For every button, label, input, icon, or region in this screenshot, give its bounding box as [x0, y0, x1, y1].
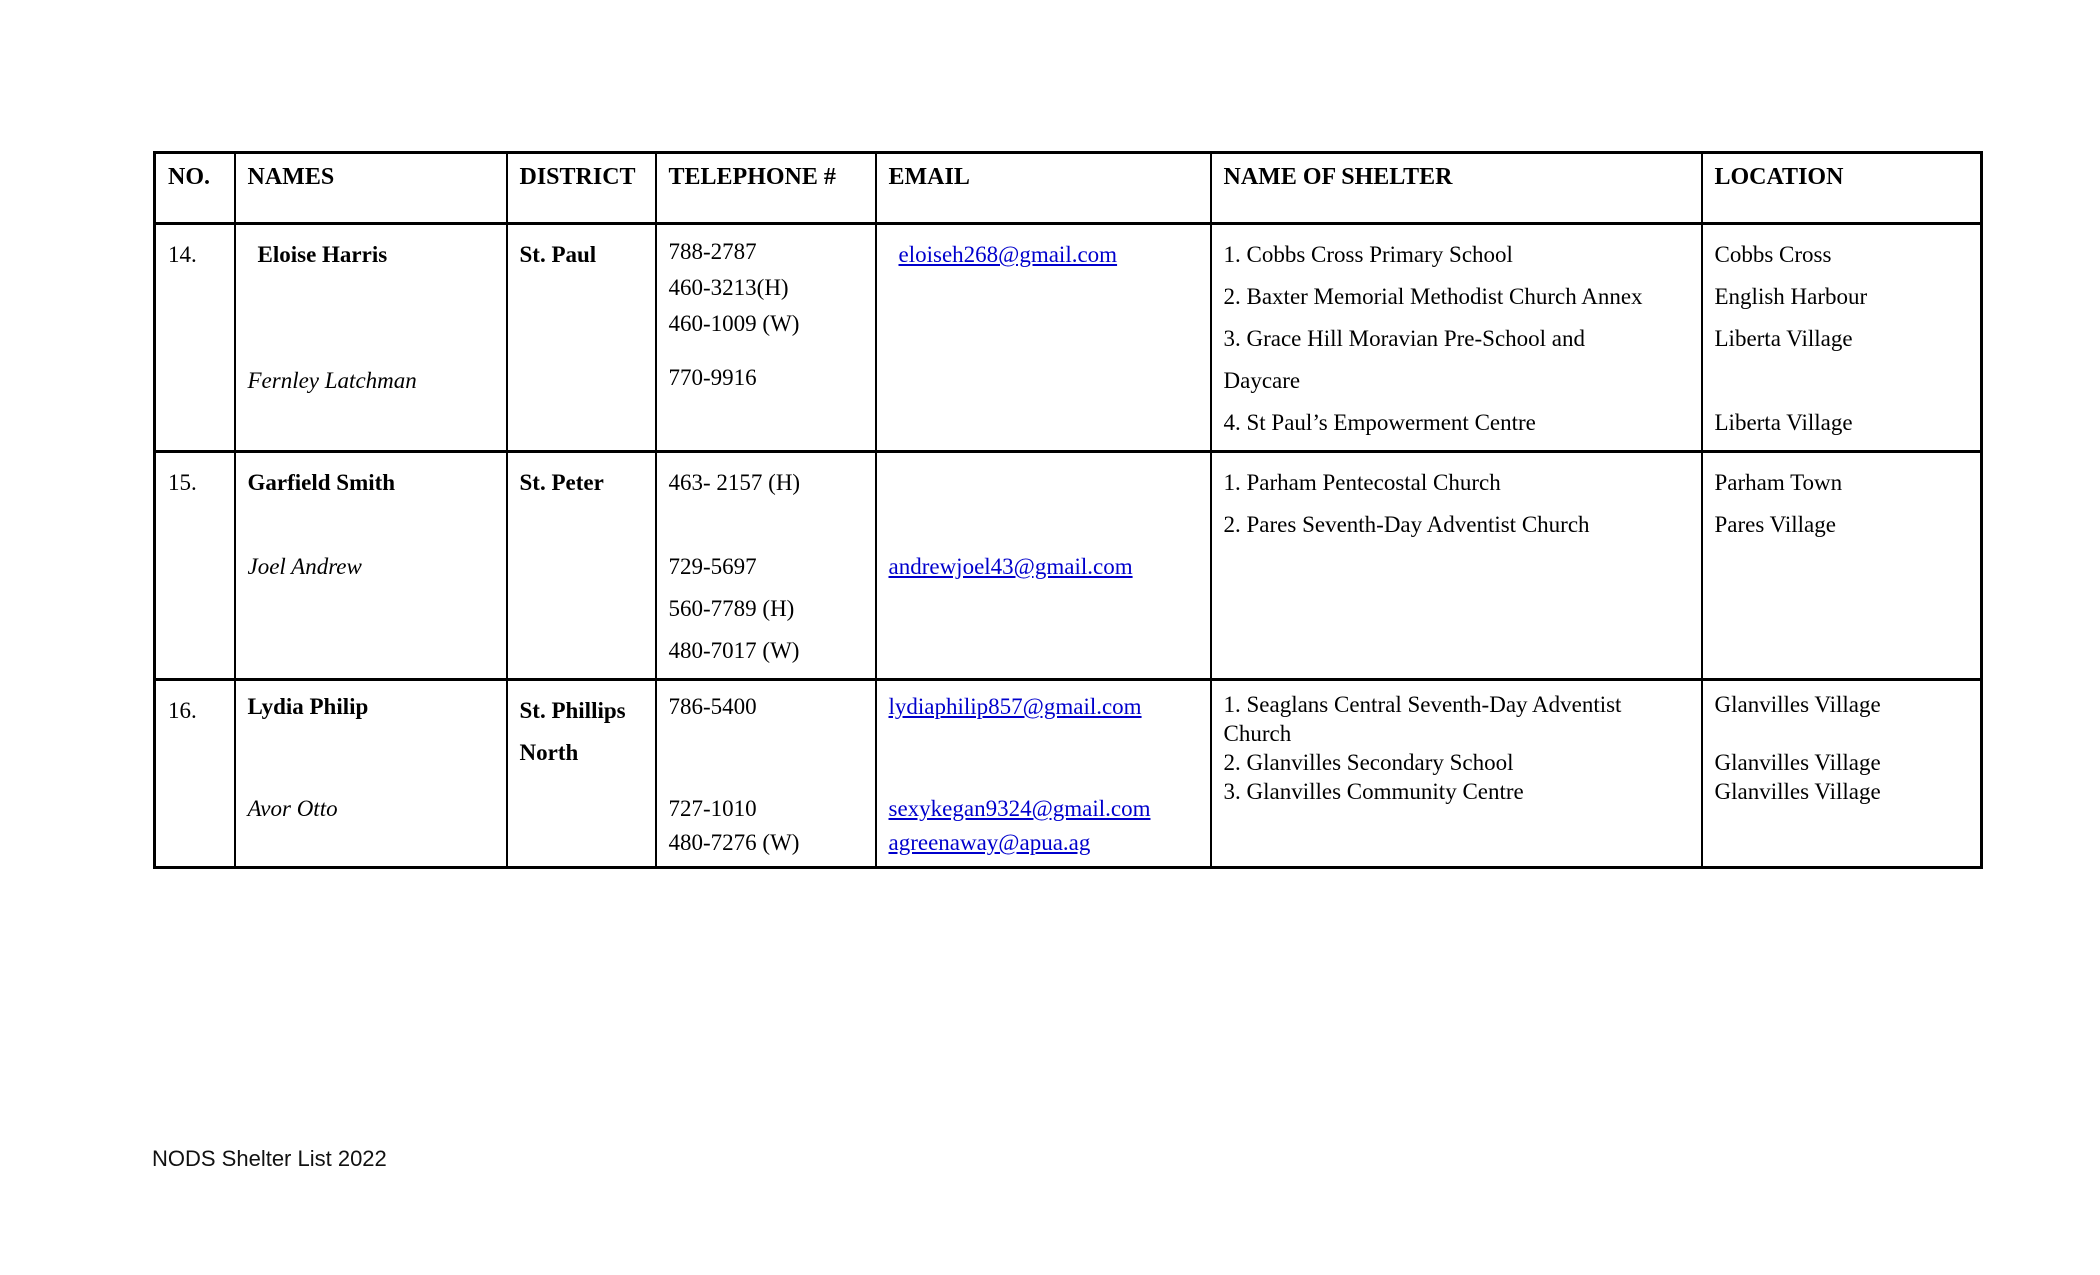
- cell-text: 463- 2157 (H): [668, 470, 801, 495]
- cell-no-15: [155, 452, 235, 680]
- table-row-16: [155, 680, 1982, 868]
- cell-text: [889, 762, 895, 787]
- footer-text: NODS Shelter List 2022: [152, 1146, 387, 1171]
- cell-text: Liberta Village: [1714, 410, 1853, 435]
- cell-text: North: [519, 740, 579, 765]
- cell-no-16: [155, 680, 235, 868]
- cell-text: Cobbs Cross: [1714, 242, 1832, 267]
- cell-text: Pares Village: [1714, 512, 1836, 537]
- cell-text: [669, 512, 675, 537]
- cell-text: 1. Parham Pentecostal Church: [1223, 470, 1501, 495]
- cell-text: 3. Glanvilles Community Centre: [1223, 779, 1524, 804]
- cell-text: 786-5400: [668, 694, 757, 719]
- table-row-15: [155, 452, 1982, 680]
- cell-text: 2. Glanvilles Secondary School: [1223, 750, 1514, 775]
- cell-shelter-14: [1211, 224, 1702, 452]
- email-link[interactable]: sexykegan9324@gmail.com: [888, 796, 1151, 821]
- cell-text: 3. Grace Hill Moravian Pre-School and: [1223, 326, 1586, 351]
- cell-names-16: [235, 680, 507, 868]
- cell-text: 1. Cobbs Cross Primary School: [1223, 242, 1513, 267]
- cell-text: [889, 470, 895, 495]
- email-link[interactable]: lydiaphilip857@gmail.com: [888, 694, 1142, 719]
- email-link[interactable]: andrewjoel43@gmail.com: [888, 554, 1133, 579]
- cell-district-16: [507, 680, 656, 868]
- cell-telephone-16: [656, 680, 876, 868]
- cell-text: 2. Baxter Memorial Methodist Church Annex: [1223, 284, 1643, 309]
- cell-text: Eloise Harris: [257, 242, 388, 267]
- column-header-location: LOCATION: [1702, 153, 1982, 224]
- header-row: [155, 153, 1982, 224]
- cell-text: [669, 762, 675, 787]
- cell-text: [669, 728, 675, 753]
- email-link[interactable]: eloiseh268@gmail.com: [898, 242, 1118, 267]
- cell-text: 480-7276 (W): [668, 830, 800, 855]
- cell-email-14: [876, 224, 1211, 452]
- cell-text: [889, 512, 895, 537]
- cell-text: Daycare: [1223, 368, 1301, 393]
- cell-text: Garfield Smith: [247, 470, 396, 495]
- cell-text: [1715, 368, 1721, 393]
- cell-text: [248, 762, 254, 787]
- column-header-telephone: TELEPHONE #: [656, 153, 876, 224]
- column-header-shelter: NAME OF SHELTER: [1211, 153, 1702, 224]
- cell-text: [248, 512, 254, 537]
- cell-text: 460-3213(H): [668, 275, 789, 300]
- cell-text: St. Peter: [519, 470, 604, 495]
- column-header-names: NAMES: [235, 153, 507, 224]
- cell-email-15: [876, 452, 1211, 680]
- cell-text: Joel Andrew: [247, 554, 362, 579]
- cell-text: St. Phillips: [519, 698, 626, 723]
- cell-text: English Harbour: [1714, 284, 1868, 309]
- cell-names-14: [235, 224, 507, 452]
- cell-location-16: [1702, 680, 1982, 868]
- cell-shelter-16: [1211, 680, 1702, 868]
- cell-text: 2. Pares Seventh-Day Adventist Church: [1223, 512, 1590, 537]
- cell-text: 729-5697: [668, 554, 757, 579]
- cell-text: 788-2787: [668, 239, 757, 264]
- cell-text: 727-1010: [668, 796, 757, 821]
- cell-text: Fernley Latchman: [247, 368, 417, 393]
- cell-text: 1. Seaglans Central Seventh-Day Adventist: [1223, 692, 1622, 717]
- email-link[interactable]: agreenaway@apua.ag: [888, 830, 1091, 855]
- row-number: 16.: [168, 698, 197, 723]
- cell-text: 4. St Paul’s Empowerment Centre: [1223, 410, 1536, 435]
- row-number: 15.: [168, 470, 197, 495]
- cell-district-15: [507, 452, 656, 680]
- cell-text: Parham Town: [1714, 470, 1843, 495]
- cell-text: Glanvilles Village: [1714, 750, 1881, 775]
- cell-telephone-15: [656, 452, 876, 680]
- column-header-district: DISTRICT: [507, 153, 656, 224]
- cell-text: [248, 728, 254, 753]
- cell-text: Church: [1223, 721, 1292, 746]
- cell-text: 560-7789 (H): [668, 596, 795, 621]
- cell-location-14: [1702, 224, 1982, 452]
- cell-text: Glanvilles Village: [1714, 779, 1881, 804]
- shelter-table: [153, 151, 1983, 869]
- cell-shelter-15: [1211, 452, 1702, 680]
- cell-text: [248, 284, 254, 309]
- column-header-email: EMAIL: [876, 153, 1211, 224]
- cell-text: 460-1009 (W): [668, 311, 800, 336]
- cell-text: Lydia Philip: [247, 694, 369, 719]
- cell-text: 770-9916: [668, 365, 757, 390]
- cell-no-14: [155, 224, 235, 452]
- cell-text: [889, 728, 895, 753]
- cell-text: [248, 326, 254, 351]
- cell-text: Avor Otto: [247, 796, 338, 821]
- cell-email-16: [876, 680, 1211, 868]
- cell-text: Liberta Village: [1714, 326, 1853, 351]
- cell-text: Glanvilles Village: [1714, 692, 1881, 717]
- cell-text: 480-7017 (W): [668, 638, 800, 663]
- column-header-no: NO.: [155, 153, 235, 224]
- cell-text: [1715, 721, 1721, 746]
- cell-names-15: [235, 452, 507, 680]
- row-number: 14.: [168, 242, 197, 267]
- cell-location-15: [1702, 452, 1982, 680]
- cell-district-14: [507, 224, 656, 452]
- cell-telephone-14: [656, 224, 876, 452]
- cell-text: St. Paul: [519, 242, 597, 267]
- table-row-14: [155, 224, 1982, 452]
